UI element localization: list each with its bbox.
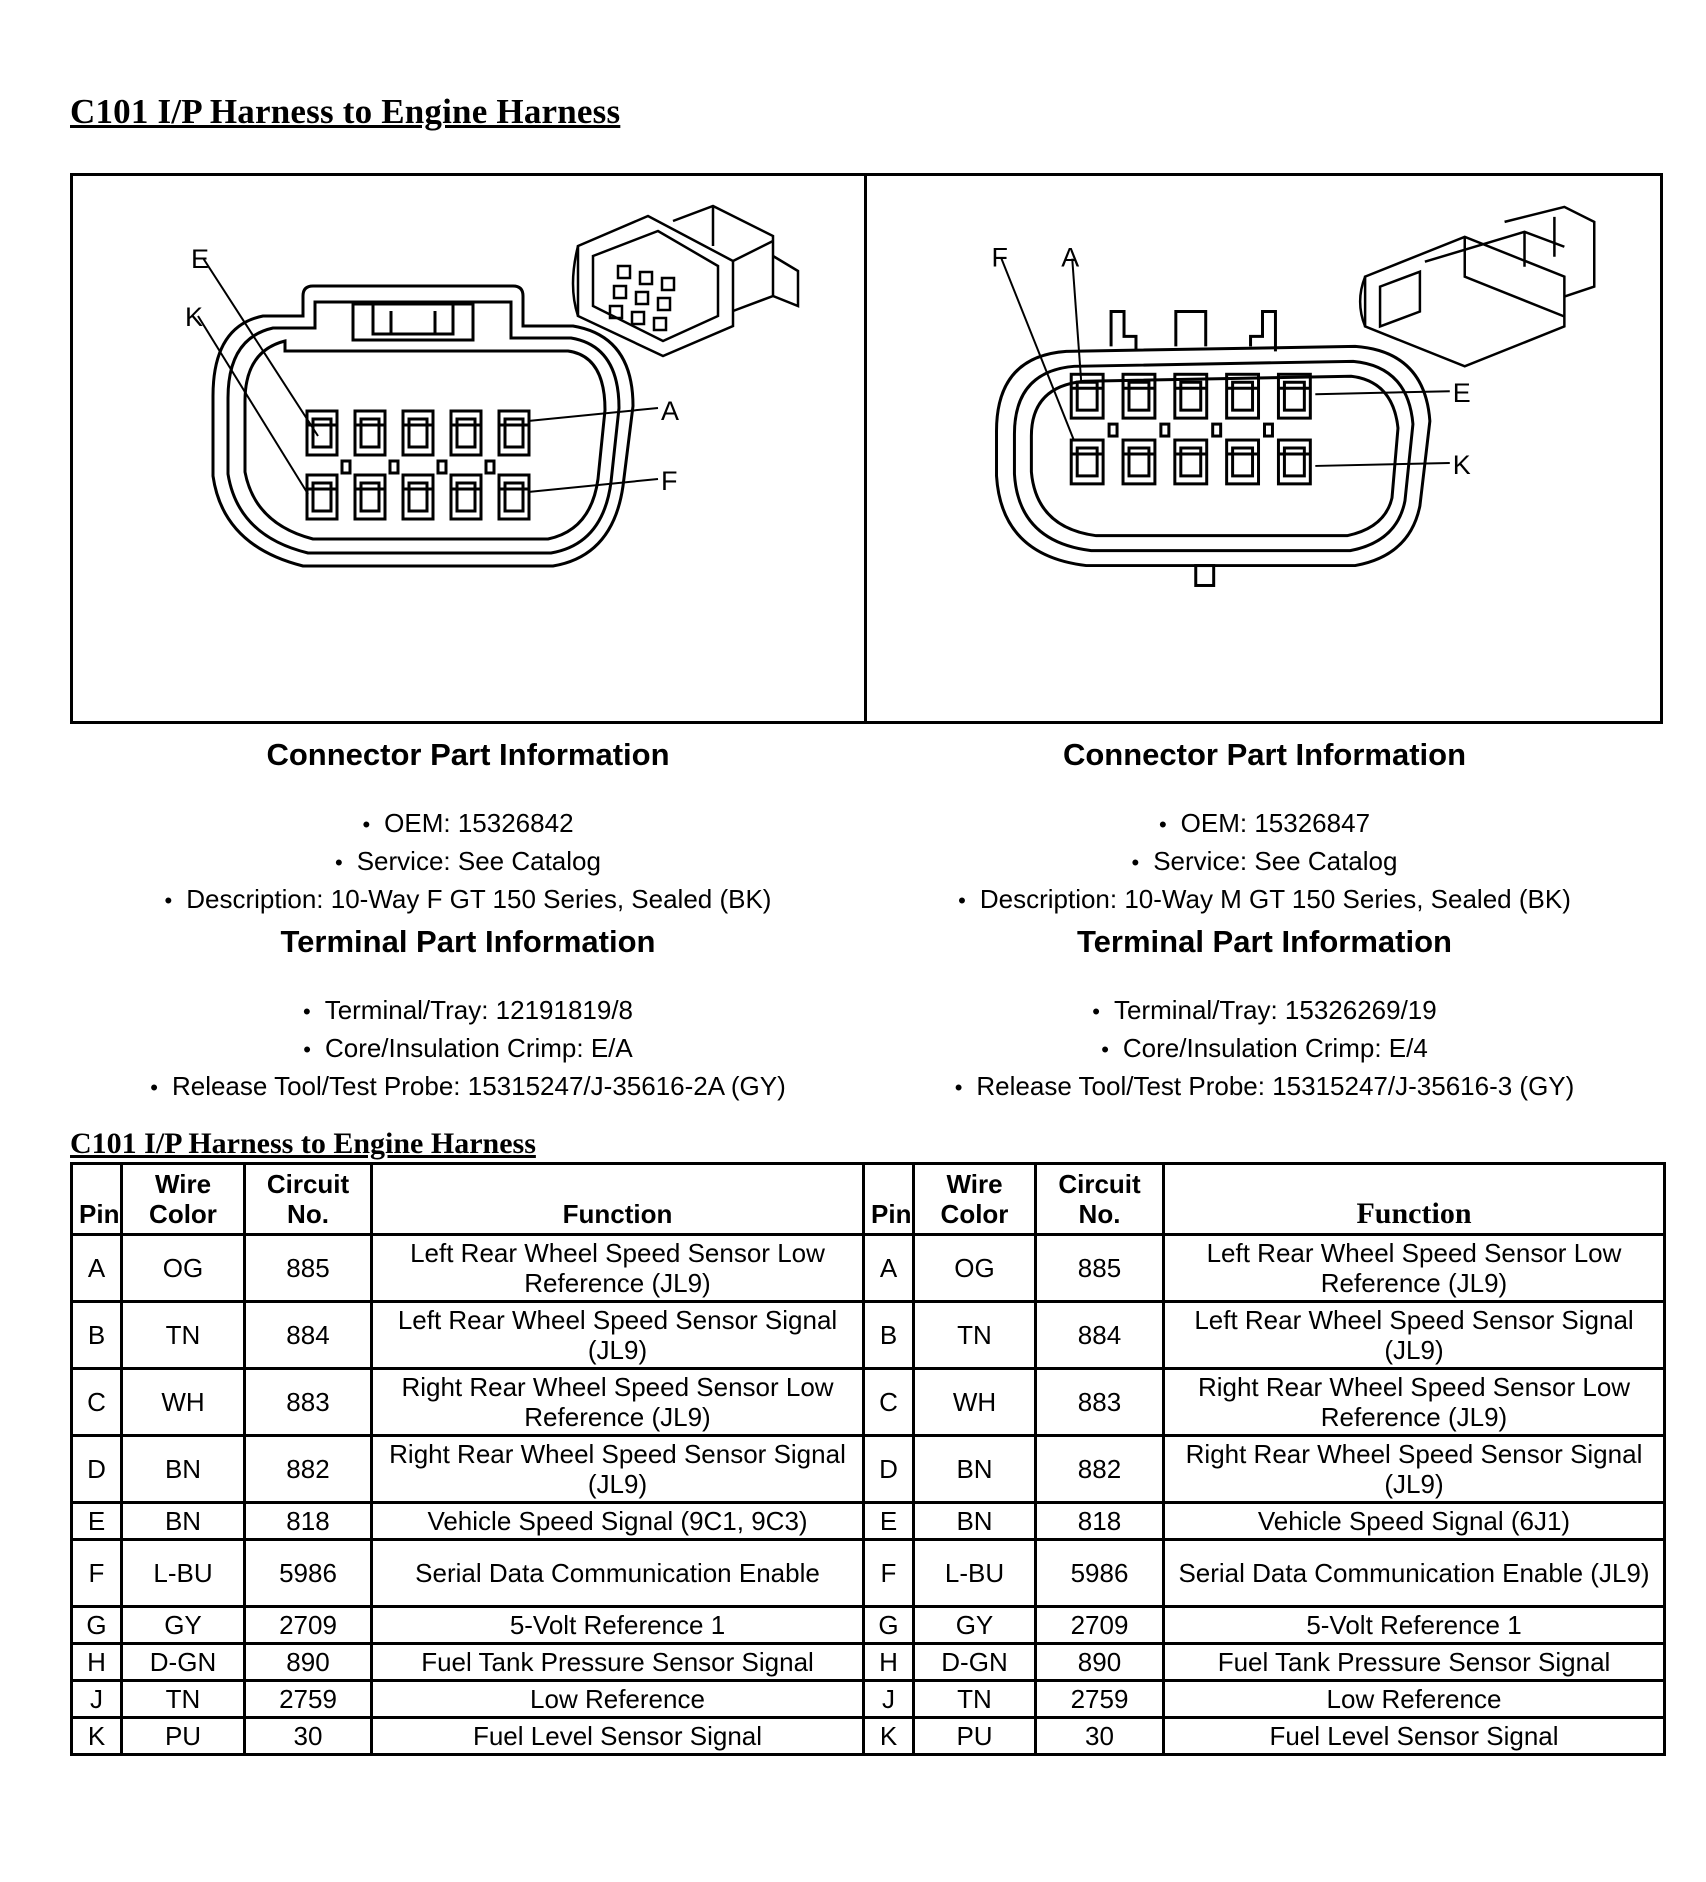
header-function: Function — [372, 1164, 864, 1235]
wire-color-cell: OG — [914, 1235, 1036, 1302]
circuit-cell: 2709 — [245, 1607, 372, 1644]
circuit-cell: 30 — [1036, 1718, 1164, 1755]
leader-line-f — [528, 479, 658, 492]
pin-cell: A — [72, 1235, 122, 1302]
pin-cell: C — [72, 1369, 122, 1436]
polarization-key — [1264, 424, 1272, 436]
pin-label-a: A — [661, 396, 680, 426]
wire-color-cell: TN — [914, 1681, 1036, 1718]
iso-cavity — [614, 286, 626, 298]
male-connector-diagram — [867, 176, 1660, 721]
terminal-cavity-inner — [457, 483, 475, 511]
function-cell: 5-Volt Reference 1 — [1164, 1607, 1665, 1644]
iso-cavity — [636, 292, 648, 304]
table-row — [72, 1644, 1665, 1681]
iso-cavity — [658, 298, 670, 310]
terminal-cavity-inner — [1129, 382, 1149, 410]
wire-color-cell: PU — [914, 1718, 1036, 1755]
terminal-cavity-inner — [409, 419, 427, 447]
function-cell: Fuel Level Sensor Signal — [372, 1718, 864, 1755]
pin-label-e: E — [1452, 378, 1471, 409]
function-cell: Low Reference — [372, 1681, 864, 1718]
table-row — [72, 1503, 1665, 1540]
wire-color-cell: TN — [914, 1302, 1036, 1369]
page-title: C101 I/P Harness to Engine Harness — [70, 92, 621, 131]
polarization-key — [390, 461, 398, 473]
wire-color-cell: L-BU — [914, 1540, 1036, 1607]
polarization-key — [1109, 424, 1117, 436]
function-cell: Serial Data Communication Enable (JL9) — [1164, 1540, 1665, 1607]
pin-label-f: F — [991, 242, 1008, 273]
terminal-cavity-inner — [505, 483, 523, 511]
header-pin: Pin — [72, 1164, 122, 1235]
pin-cell: J — [864, 1681, 914, 1718]
oem-item: • OEM: 15326847 — [866, 805, 1663, 843]
terminal-cavity-inner — [1233, 382, 1253, 410]
polarization-key — [1161, 424, 1169, 436]
pin-cell: C — [864, 1369, 914, 1436]
table-header-row — [72, 1164, 1665, 1235]
function-cell: Right Rear Wheel Speed Sensor Signal (JL9) — [372, 1436, 864, 1503]
pin-label-k: K — [1452, 449, 1471, 480]
terminal-cavity-inner — [505, 419, 523, 447]
polarization-key — [1213, 424, 1221, 436]
pin-label-a: A — [1061, 242, 1080, 273]
polarization-key — [438, 461, 446, 473]
circuit-cell: 5986 — [1036, 1540, 1164, 1607]
table-row — [72, 1607, 1665, 1644]
wire-color-cell: BN — [122, 1436, 245, 1503]
pin-cell: G — [864, 1607, 914, 1644]
oem-item: • OEM: 15326842 — [70, 805, 866, 843]
pin-cell: D — [72, 1436, 122, 1503]
terminal-cavity-inner — [1181, 448, 1201, 476]
wire-color-cell: PU — [122, 1718, 245, 1755]
circuit-cell: 818 — [245, 1503, 372, 1540]
right-connector-info — [866, 735, 1663, 1106]
connector-part-heading: Connector Part Information — [1062, 737, 1466, 772]
wire-color-cell: TN — [122, 1302, 245, 1369]
terminal-cavity-inner — [361, 483, 379, 511]
circuit-cell: 883 — [245, 1369, 372, 1436]
polarization-key — [486, 461, 494, 473]
pin-cell: D — [864, 1436, 914, 1503]
iso-cavity — [662, 278, 674, 290]
wire-color-cell: WH — [122, 1369, 245, 1436]
wire-color-cell: OG — [122, 1235, 245, 1302]
wire-color-cell: D-GN — [914, 1644, 1036, 1681]
iso-cavity — [632, 312, 644, 324]
pin-cell: E — [864, 1503, 914, 1540]
description-item: • Description: 10-Way M GT 150 Series, Sealed (BK) — [866, 881, 1663, 919]
function-cell: 5-Volt Reference 1 — [372, 1607, 864, 1644]
terminal-part-list — [70, 992, 866, 1106]
circuit-cell: 883 — [1036, 1369, 1164, 1436]
function-cell: Left Rear Wheel Speed Sensor Low Reference (JL9) — [372, 1235, 864, 1302]
circuit-cell: 30 — [245, 1718, 372, 1755]
pin-cell: E — [72, 1503, 122, 1540]
function-cell: Left Rear Wheel Speed Sensor Signal (JL9) — [372, 1302, 864, 1369]
table-title: C101 I/P Harness to Engine Harness — [70, 1127, 536, 1160]
wire-color-cell: D-GN — [122, 1644, 245, 1681]
iso-cavity — [654, 318, 666, 330]
left-connector-info — [70, 735, 866, 1106]
table-row — [72, 1302, 1665, 1369]
header-circuit: Circuit No. — [1036, 1164, 1164, 1235]
male-connector-iso-illustration — [1360, 207, 1594, 366]
circuit-cell: 882 — [1036, 1436, 1164, 1503]
header-function: Function — [1164, 1164, 1665, 1235]
female-connector-diagram — [73, 176, 867, 721]
table-row — [72, 1369, 1665, 1436]
function-cell: Fuel Level Sensor Signal — [1164, 1718, 1665, 1755]
circuit-cell: 2759 — [245, 1681, 372, 1718]
wire-color-cell: BN — [914, 1436, 1036, 1503]
function-cell: Vehicle Speed Signal (9C1, 9C3) — [372, 1503, 864, 1540]
function-cell: Left Rear Wheel Speed Sensor Signal (JL9) — [1164, 1302, 1665, 1369]
wire-color-cell: GY — [914, 1607, 1036, 1644]
pin-cell: H — [72, 1644, 122, 1681]
terminal-cavity-inner — [1077, 382, 1097, 410]
function-cell: Right Rear Wheel Speed Sensor Signal (JL9) — [1164, 1436, 1665, 1503]
header-pin: Pin — [864, 1164, 914, 1235]
circuit-cell: 890 — [245, 1644, 372, 1681]
header-wire-color: Wire Color — [914, 1164, 1036, 1235]
terminal-cavity-inner — [1284, 382, 1304, 410]
connector-part-list — [70, 805, 866, 919]
function-cell: Vehicle Speed Signal (6J1) — [1164, 1503, 1665, 1540]
release-tool-item: • Release Tool/Test Probe: 15315247/J-35616-3 (GY) — [866, 1068, 1663, 1106]
iso-cavity — [640, 272, 652, 284]
function-cell: Left Rear Wheel Speed Sensor Low Reference (JL9) — [1164, 1235, 1665, 1302]
circuit-cell: 884 — [1036, 1302, 1164, 1369]
terminal-cavity-inner — [1233, 448, 1253, 476]
function-cell: Right Rear Wheel Speed Sensor Low Reference (JL9) — [372, 1369, 864, 1436]
wire-color-cell: GY — [122, 1607, 245, 1644]
female-connector-iso-illustration — [573, 206, 798, 356]
pin-label-e: E — [191, 244, 210, 274]
terminal-cavity-inner — [1181, 382, 1201, 410]
function-cell: Low Reference — [1164, 1681, 1665, 1718]
description-item: • Description: 10-Way F GT 150 Series, Sealed (BK) — [70, 881, 866, 919]
pin-cell: B — [72, 1302, 122, 1369]
wire-color-cell: L-BU — [122, 1540, 245, 1607]
leader-line-a — [528, 408, 658, 421]
pinout-table — [70, 1162, 1666, 1756]
connector-diagrams — [70, 173, 1663, 724]
crimp-item: • Core/Insulation Crimp: E/4 — [866, 1030, 1663, 1068]
terminal-part-list — [866, 992, 1663, 1106]
leader-line-k — [1315, 463, 1449, 466]
leader-line-f — [1001, 259, 1074, 441]
terminal-part-heading: Terminal Part Information — [280, 924, 656, 959]
pin-label-k: K — [185, 302, 204, 332]
male-connector-face-svg — [867, 176, 1660, 721]
pin-cell: B — [864, 1302, 914, 1369]
polarization-key — [342, 461, 350, 473]
connector-part-heading: Connector Part Information — [266, 737, 670, 772]
iso-cavity — [618, 266, 630, 278]
circuit-cell: 885 — [1036, 1235, 1164, 1302]
terminal-cavity-inner — [1077, 448, 1097, 476]
pin-label-f: F — [661, 466, 678, 496]
function-cell: Fuel Tank Pressure Sensor Signal — [372, 1644, 864, 1681]
pin-cell: K — [864, 1718, 914, 1755]
circuit-cell: 5986 — [245, 1540, 372, 1607]
table-row — [72, 1235, 1665, 1302]
wire-color-cell: TN — [122, 1681, 245, 1718]
header-wire-color: Wire Color — [122, 1164, 245, 1235]
circuit-cell: 884 — [245, 1302, 372, 1369]
wire-color-cell: WH — [914, 1369, 1036, 1436]
pin-cell: H — [864, 1644, 914, 1681]
terminal-part-heading: Terminal Part Information — [1077, 924, 1452, 959]
circuit-cell: 818 — [1036, 1503, 1164, 1540]
function-cell: Right Rear Wheel Speed Sensor Low Reference (JL9) — [1164, 1369, 1665, 1436]
circuit-cell: 885 — [245, 1235, 372, 1302]
leader-line-a — [1072, 259, 1081, 382]
terminal-tray-item: • Terminal/Tray: 15326269/19 — [866, 992, 1663, 1030]
table-row — [72, 1540, 1665, 1607]
terminal-cavity-inner — [457, 419, 475, 447]
terminal-cavity-inner — [1129, 448, 1149, 476]
pin-cell: F — [864, 1540, 914, 1607]
wire-color-cell: BN — [914, 1503, 1036, 1540]
table-row — [72, 1681, 1665, 1718]
service-item: • Service: See Catalog — [866, 843, 1663, 881]
terminal-cavity-inner — [1284, 448, 1304, 476]
table-row — [72, 1718, 1665, 1755]
circuit-cell: 882 — [245, 1436, 372, 1503]
female-connector-face-svg — [73, 176, 864, 721]
circuit-cell: 2709 — [1036, 1607, 1164, 1644]
pin-cell: K — [72, 1718, 122, 1755]
circuit-cell: 2759 — [1036, 1681, 1164, 1718]
release-tool-item: • Release Tool/Test Probe: 15315247/J-35616-2A (GY) — [70, 1068, 866, 1106]
pin-cell: A — [864, 1235, 914, 1302]
header-circuit: Circuit No. — [245, 1164, 372, 1235]
pin-cell: G — [72, 1607, 122, 1644]
terminal-cavity-inner — [361, 419, 379, 447]
crimp-item: • Core/Insulation Crimp: E/A — [70, 1030, 866, 1068]
service-item: • Service: See Catalog — [70, 843, 866, 881]
terminal-tray-item: • Terminal/Tray: 12191819/8 — [70, 992, 866, 1030]
function-cell: Serial Data Communication Enable — [372, 1540, 864, 1607]
pin-cell: F — [72, 1540, 122, 1607]
table-row — [72, 1436, 1665, 1503]
leader-line-e — [203, 258, 318, 436]
terminal-cavity-inner — [409, 483, 427, 511]
circuit-cell: 890 — [1036, 1644, 1164, 1681]
connector-part-list — [866, 805, 1663, 919]
pin-cell: J — [72, 1681, 122, 1718]
wire-color-cell: BN — [122, 1503, 245, 1540]
function-cell: Fuel Tank Pressure Sensor Signal — [1164, 1644, 1665, 1681]
terminal-cavity-inner — [313, 483, 331, 511]
